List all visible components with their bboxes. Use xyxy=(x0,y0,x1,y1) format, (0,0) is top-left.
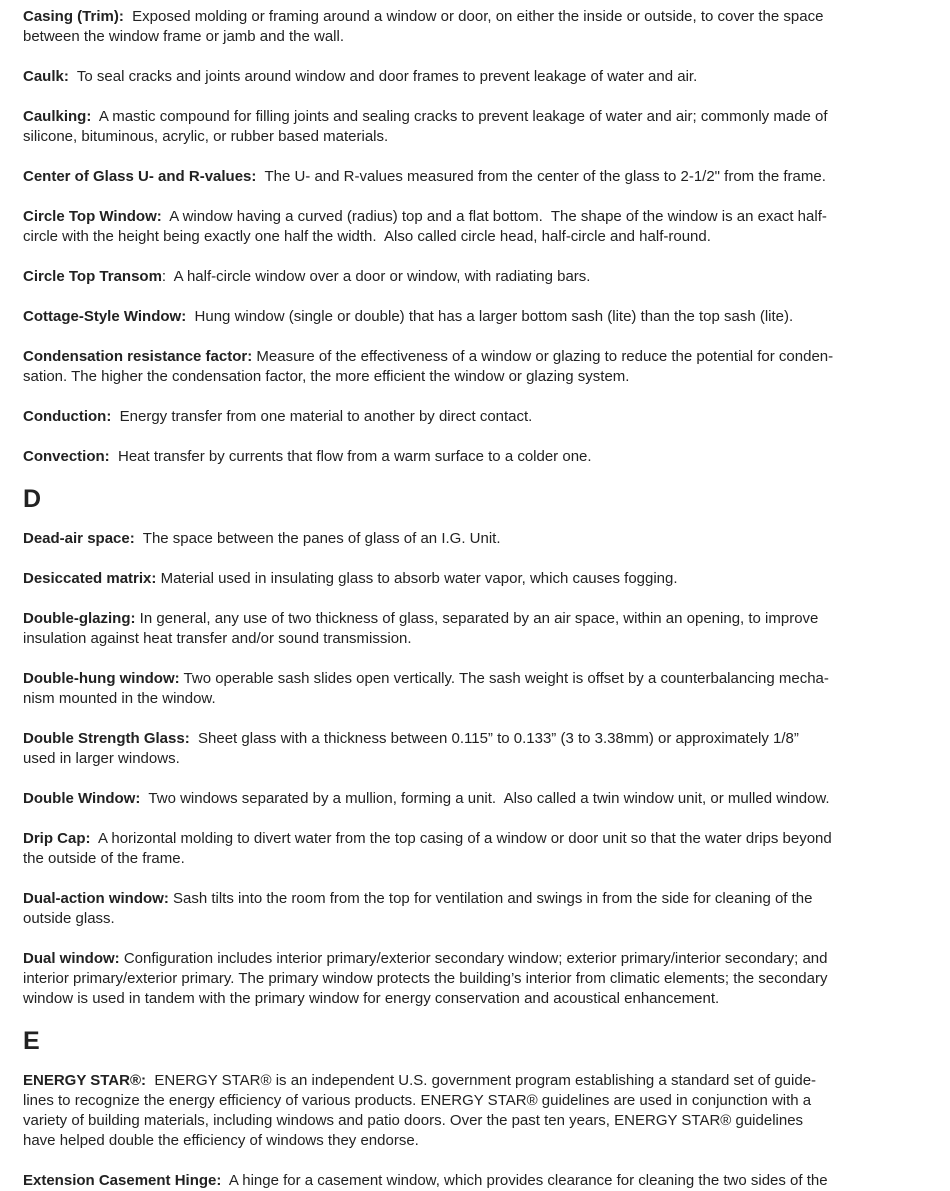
term-label: Caulking: xyxy=(23,108,92,125)
glossary-entry xyxy=(23,167,933,187)
glossary-entry xyxy=(23,407,933,427)
glossary-entry xyxy=(23,789,933,809)
glossary-entry xyxy=(23,729,933,769)
glossary-entry xyxy=(23,7,933,47)
definition-text: The space between the panes of glass of an I.G. Unit. xyxy=(134,530,501,547)
glossary-entry xyxy=(23,569,933,589)
definition-text: A window having a curved (radius) top and a flat bottom. The shape of the window is an exact half- circle with the height being exactly one half the width. Also called circle head, half-circle and half-round. xyxy=(23,208,827,245)
term-label: Dual window: xyxy=(23,950,120,967)
glossary-entry xyxy=(23,267,933,287)
definition-text: To seal cracks and joints around window and door frames to prevent leakage of water and air. xyxy=(68,68,698,85)
definition-text: Energy transfer from one material to another by direct contact. xyxy=(111,408,533,425)
term-label: Double Strength Glass: xyxy=(23,730,190,747)
definition-text: Sash tilts into the room from the top for ventilation and swings in from the side for cleaning of the outside glass. xyxy=(23,890,813,927)
term-label: Casing (Trim): xyxy=(23,8,124,25)
glossary-entry xyxy=(23,829,933,869)
glossary-entry xyxy=(23,347,933,387)
term-label: Double-hung window: xyxy=(23,670,180,687)
term-label: Cottage-Style Window: xyxy=(23,308,187,325)
term-label: Circle Top Window: xyxy=(23,208,162,225)
glossary-entry xyxy=(23,1071,933,1151)
term-label: Caulk: xyxy=(23,68,69,85)
section-heading: E xyxy=(23,1027,40,1055)
glossary-entry xyxy=(23,1171,933,1191)
definition-text: Two operable sash slides open vertically. The sash weight is offset by a counterbalancing mecha- nism mounted in the window. xyxy=(23,670,829,707)
glossary-entry xyxy=(23,949,933,1009)
section-heading: D xyxy=(23,485,42,513)
term-label: Desiccated matrix: xyxy=(23,570,157,587)
glossary-entry xyxy=(23,609,933,649)
definition-text: Heat transfer by currents that flow from a warm surface to a colder one. xyxy=(109,448,592,465)
term-label: Double-glazing: xyxy=(23,610,136,627)
definition-text: Measure of the effectiveness of a window or glazing to reduce the potential for conden- sation. The higher the condensation factor, the more efficient the window or glazing system. xyxy=(23,348,834,385)
term-label: Convection: xyxy=(23,448,110,465)
term-label: Double Window: xyxy=(23,790,141,807)
definition-text: Exposed molding or framing around a window or door, on either the inside or outside, to cover the space between the window frame or jamb and the wall. xyxy=(23,8,824,45)
term-label: ENERGY STAR®: xyxy=(23,1072,147,1089)
glossary-entry xyxy=(23,529,933,549)
term-label: Condensation resistance factor: xyxy=(23,348,253,365)
definition-text: In general, any use of two thickness of glass, separated by an air space, within an opening, to improve insulation against heat transfer and/or sound transmission. xyxy=(23,610,819,647)
definition-text: Configuration includes interior primary/exterior secondary window; exterior primary/interior secondary; and interior primary/exterior primary. The primary window protects the building’s interior from climatic elements; the secondary window is used in tandem with the primary window for energy conservation and acoustical enhancement. xyxy=(23,950,828,1007)
glossary-entry xyxy=(23,889,933,929)
glossary-entry xyxy=(23,207,933,247)
glossary-entry xyxy=(23,447,933,467)
term-label: Dead-air space: xyxy=(23,530,135,547)
definition-text: ENERGY STAR® is an independent U.S. government program establishing a standard set of guide- lines to recognize the energy efficiency of various products. ENERGY STAR® guidelines are used in conjunction with a variety of building materials, including windows and patio doors. Over the past ten years, ENERGY STAR® guidelines have helped double the efficiency of windows they endorse. xyxy=(23,1072,817,1149)
term-label: Circle Top Transom xyxy=(23,268,162,285)
definition-text: Material used in insulating glass to absorb water vapor, which causes fogging. xyxy=(156,570,678,587)
term-label: Conduction: xyxy=(23,408,112,425)
term-label: Drip Cap: xyxy=(23,830,91,847)
glossary-entry xyxy=(23,107,933,147)
term-label: Extension Casement Hinge: xyxy=(23,1172,222,1189)
definition-text: Hung window (single or double) that has a larger bottom sash (lite) than the top sash (lite). xyxy=(186,308,794,325)
definition-text: : A half-circle window over a door or window, with radiating bars. xyxy=(161,268,591,285)
definition-text: Two windows separated by a mullion, forming a unit. Also called a twin window unit, or mulled window. xyxy=(140,790,830,807)
definition-text: The U- and R-values measured from the center of the glass to 2-1/2" from the frame. xyxy=(256,168,826,185)
glossary-entry xyxy=(23,669,933,709)
definition-text: A mastic compound for filling joints and sealing cracks to prevent leakage of water and air; commonly made of silicone, bituminous, acrylic, or rubber based materials. xyxy=(23,108,828,145)
definition-text: A horizontal molding to divert water from the top casing of a window or door unit so that the water drips beyond the outside of the frame. xyxy=(23,830,832,867)
definition-text: Sheet glass with a thickness between 0.115” to 0.133” (3 to 3.38mm) or approximately 1/8” used in larger windows. xyxy=(23,730,799,767)
term-label: Dual-action window: xyxy=(23,890,169,907)
definition-text: A hinge for a casement window, which provides clearance for cleaning the two sides of the xyxy=(221,1172,828,1189)
glossary-entry xyxy=(23,307,933,327)
glossary-entry xyxy=(23,67,933,87)
term-label: Center of Glass U- and R-values: xyxy=(23,168,257,185)
